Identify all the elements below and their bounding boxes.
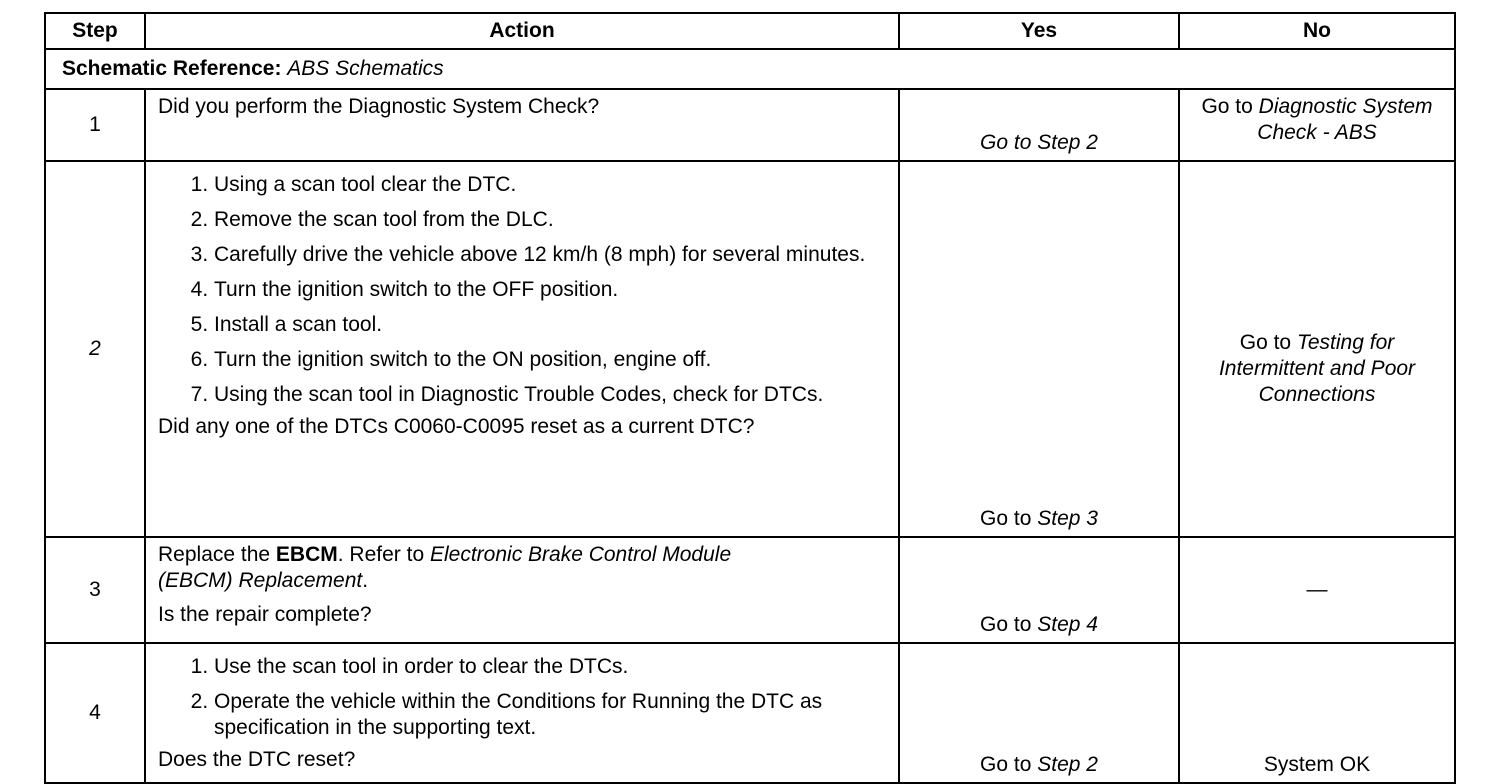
instruction-text-c: . Refer to [337, 543, 425, 566]
no-dash: — [1306, 578, 1328, 601]
yes-cell [899, 537, 1179, 643]
list-item: 2. Operate the vehicle within the Conditions for Running the DTC as specification in the supporting text. [214, 689, 890, 741]
header-yes: Yes [899, 13, 1179, 49]
instruction-end: . [362, 569, 369, 592]
header-no: No [1179, 13, 1455, 49]
yes-prefix: Go to [980, 613, 1032, 636]
question: Did you perform the Diagnostic System Check? [158, 95, 600, 118]
step-number: 2 [45, 161, 145, 537]
schematic-label: Schematic Reference: [62, 57, 282, 80]
schematic-reference-row [45, 49, 1455, 89]
procedure-list [158, 654, 890, 741]
list-item: 2. Remove the scan tool from the DLC. [214, 207, 890, 233]
list-item: 4. Turn the ignition switch to the OFF position. [214, 277, 890, 303]
no-prefix: Go to [1201, 95, 1253, 118]
yes-cell [899, 643, 1179, 783]
schematic-reference [45, 49, 1455, 89]
action-cell [145, 643, 899, 783]
question: Does the DTC reset? [158, 748, 356, 771]
no-cell [1179, 161, 1455, 537]
list-item: 7. Using the scan tool in Diagnostic Trouble Codes, check for DTCs. [214, 382, 890, 408]
no-link[interactable]: Testing for Intermittent and Poor Connections [1218, 331, 1416, 406]
table-row-step-1 [45, 89, 1455, 161]
table-row-step-3 [45, 537, 1455, 643]
header-step: Step [45, 13, 145, 49]
yes-cell [899, 89, 1179, 161]
list-item: 1. Using a scan tool clear the DTC. [214, 172, 890, 198]
list-item: 5. Install a scan tool. [214, 312, 890, 338]
yes-cell [899, 161, 1179, 537]
no-link[interactable]: Diagnostic System Check - ABS [1257, 95, 1433, 144]
no-cell [1179, 537, 1455, 643]
no-cell [1179, 643, 1455, 783]
reference-link[interactable]: Electronic Brake Control Module (EBCM) Replacement [158, 543, 732, 592]
yes-link[interactable]: Step 2 [1037, 753, 1098, 776]
instruction [158, 542, 890, 594]
yes-link[interactable]: Step 4 [1037, 613, 1098, 636]
procedure-list [158, 172, 890, 408]
step-number: 1 [45, 89, 145, 161]
diagnostic-table [44, 12, 1456, 784]
yes-prefix: Go to [980, 753, 1032, 776]
no-result: System OK [1263, 753, 1371, 776]
action-cell [145, 89, 899, 161]
instruction-ebcm: EBCM [275, 543, 338, 566]
header-row [45, 13, 1455, 49]
action-cell [145, 161, 899, 537]
yes-link[interactable]: Step 2 [1037, 131, 1098, 154]
list-item: 3. Carefully drive the vehicle above 12 km/h (8 mph) for several minutes. [214, 242, 890, 268]
yes-prefix: Go to [980, 131, 1032, 154]
step-number: 4 [45, 643, 145, 783]
instruction-text-a: Replace the [158, 543, 271, 566]
question: Did any one of the DTCs C0060-C0095 reset as a current DTC? [158, 415, 755, 438]
schematic-link[interactable]: ABS Schematics [287, 57, 444, 80]
header-action: Action [145, 13, 899, 49]
list-item: 1. Use the scan tool in order to clear the DTCs. [214, 654, 890, 680]
yes-prefix: Go to [980, 507, 1032, 530]
table-row-step-2 [45, 161, 1455, 537]
no-cell [1179, 89, 1455, 161]
no-prefix: Go to [1239, 331, 1292, 354]
yes-link[interactable]: Step 3 [1037, 507, 1098, 530]
table-row-step-4 [45, 643, 1455, 783]
list-item: 6. Turn the ignition switch to the ON position, engine off. [214, 347, 890, 373]
question: Is the repair complete? [158, 603, 372, 626]
step-number: 3 [45, 537, 145, 643]
action-cell [145, 537, 899, 643]
